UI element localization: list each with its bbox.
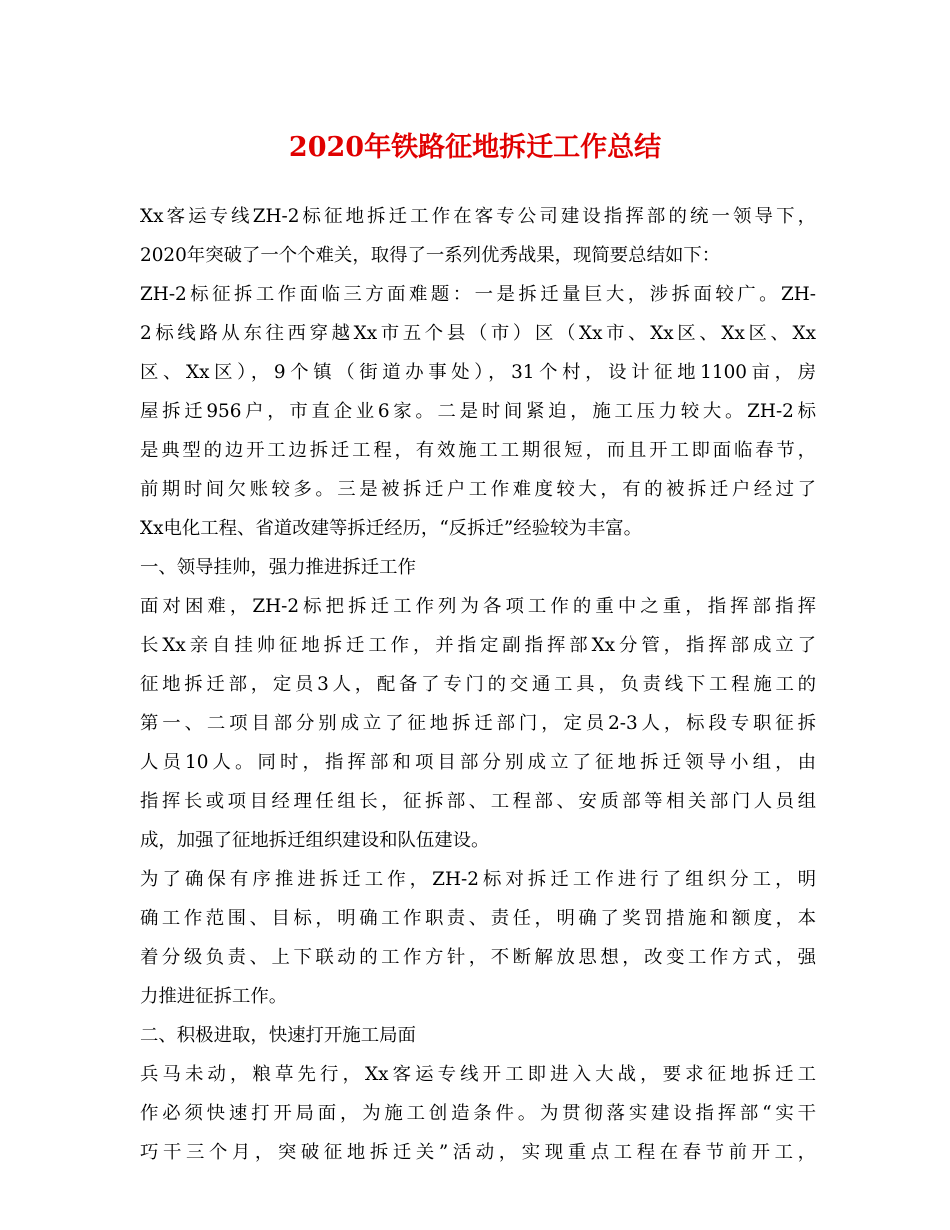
body-line: 面对困难，ZH-2标把拆迁工作列为各项工作的重中之重，指挥部指挥 bbox=[140, 596, 816, 617]
body-line: 是典型的边开工边拆迁工程，有效施工工期很短，而且开工即面临春节， bbox=[140, 440, 816, 461]
body-line: 区、Xx区），9个镇（街道办事处），31个村，设计征地1100亩，房 bbox=[140, 362, 816, 383]
body-line: 长Xx亲自挂帅征地拆迁工作，并指定副指挥部Xx分管，指挥部成立了 bbox=[140, 635, 816, 656]
body-line: 巧干三个月，突破征地拆迁关”活动，实现重点工程在春节前开工， bbox=[140, 1142, 816, 1163]
body-line: 2020年突破了一个个难关，取得了一系列优秀战果，现简要总结如下： bbox=[140, 245, 721, 266]
body-line: Xx客运专线ZH-2标征地拆迁工作在客专公司建设指挥部的统一领导下， bbox=[140, 206, 816, 227]
body-line: 一、领导挂帅，强力推进拆迁工作 bbox=[140, 557, 416, 578]
body-line: Xx电化工程、省道改建等拆迁经历，“反拆迁”经验较为丰富。 bbox=[140, 518, 643, 539]
body-line: 成，加强了征地拆迁组织建设和队伍建设。 bbox=[140, 830, 490, 851]
body-line: 前期时间欠账较多。三是被拆迁户工作难度较大，有的被拆迁户经过了 bbox=[140, 479, 816, 500]
body-line: 指挥长或项目经理任组长，征拆部、工程部、安质部等相关部门人员组 bbox=[140, 791, 816, 812]
body-line: 兵马未动，粮草先行，Xx客运专线开工即进入大战，要求征地拆迁工 bbox=[140, 1064, 816, 1085]
body-line: 征地拆迁部，定员3人，配备了专门的交通工具，负责线下工程施工的 bbox=[140, 674, 816, 695]
body-line: 2标线路从东往西穿越Xx市五个县（市）区（Xx市、Xx区、Xx区、Xx bbox=[140, 323, 816, 344]
body-line: ZH-2标征拆工作面临三方面难题：一是拆迁量巨大，涉拆面较广。ZH- bbox=[140, 284, 816, 305]
body-line: 第一、二项目部分别成立了征地拆迁部门，定员2-3人，标段专职征拆 bbox=[140, 713, 816, 734]
body-line: 着分级负责、上下联动的工作方针，不断解放思想，改变工作方式，强 bbox=[140, 947, 816, 968]
body-line: 人员10人。同时，指挥部和项目部分别成立了征地拆迁领导小组，由 bbox=[140, 752, 816, 773]
document-body bbox=[140, 197, 816, 1172]
body-line: 力推进征拆工作。 bbox=[140, 986, 288, 1007]
document-title: 2020年铁路征地拆迁工作总结 bbox=[288, 132, 662, 163]
body-line: 屋拆迁956户，市直企业6家。二是时间紧迫，施工压力较大。ZH-2标 bbox=[140, 401, 816, 422]
body-line: 二、积极进取，快速打开施工局面 bbox=[140, 1025, 416, 1046]
body-line: 确工作范围、目标，明确工作职责、责任，明确了奖罚措施和额度，本 bbox=[140, 908, 816, 929]
body-line: 为了确保有序推进拆迁工作，ZH-2标对拆迁工作进行了组织分工，明 bbox=[140, 869, 816, 890]
body-line: 作必须快速打开局面，为施工创造条件。为贯彻落实建设指挥部“实干 bbox=[140, 1103, 816, 1124]
